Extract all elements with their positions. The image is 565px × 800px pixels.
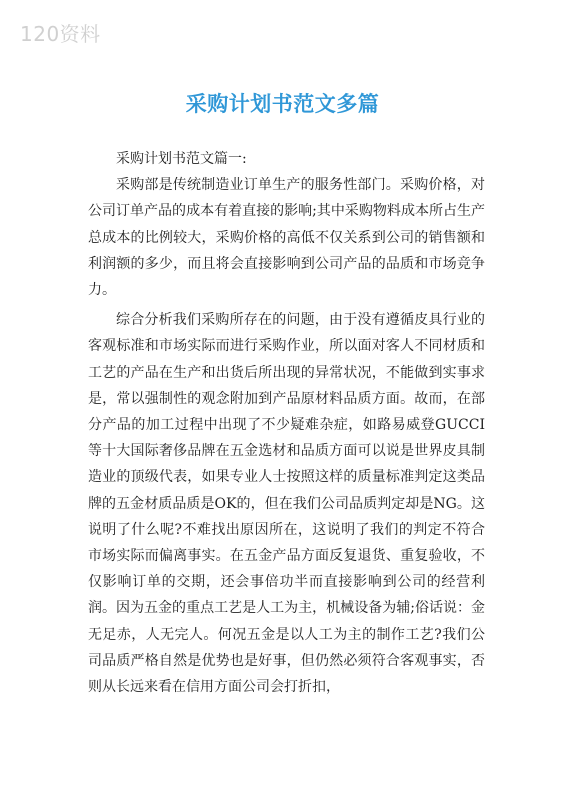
paragraph-1: 采购部是传统制造业订单生产的服务性部门。采购价格，对公司订单产品的成本有着直接的影响;其中采购物料成本所占生产总成本的比例较大，采购价格的高低不仅关系到公司的销售额和利润额的多少，而且将会直接影响到公司产品的品质和市场竞争力。 bbox=[88, 177, 485, 299]
document-body bbox=[88, 146, 485, 704]
paragraph-2: 综合分析我们采购所存在的问题，由于没有遵循皮具行业的客观标准和市场实际而进行采购作业，所以面对客人不同材质和工艺的产品在生产和出货后所出现的异常状况，不能做到实事求是，常以强制性的观念附加到产品原材料品质方面。故而，在部分产品的加工过程中出现了不少疑难杂症，如路易威登GUCCI等十大国际奢侈品牌在五金选材和品质方面可以说是世界皮具制造业的顶级代表，如果专业人士按照这样的质量标准判定这类品牌的五金材质品质是OK的，但在我们公司品质判定却是NG。这说明了什么呢?不难找出原因所在，这说明了我们的判定不符合市场实际而偏离事实。在五金产品方面反复退货、重复验收，不仅影响订单的交期，还会事倍功半而直接影响到公司的经营利润。因为五金的重点工艺是人工为主，机械设备为辅;俗话说：金无足赤，人无完人。何况五金是以人工为主的制作工艺?我们公司品质严格自然是优势也是好事，但仍然必须符合客观事实，否则从长远来看在信用方面公司会打折扣， bbox=[88, 312, 485, 696]
watermark: 120资料 bbox=[20, 22, 101, 46]
section-heading: 采购计划书范文篇一: bbox=[116, 151, 247, 167]
document-title: 采购计划书范文多篇 bbox=[185, 92, 380, 116]
